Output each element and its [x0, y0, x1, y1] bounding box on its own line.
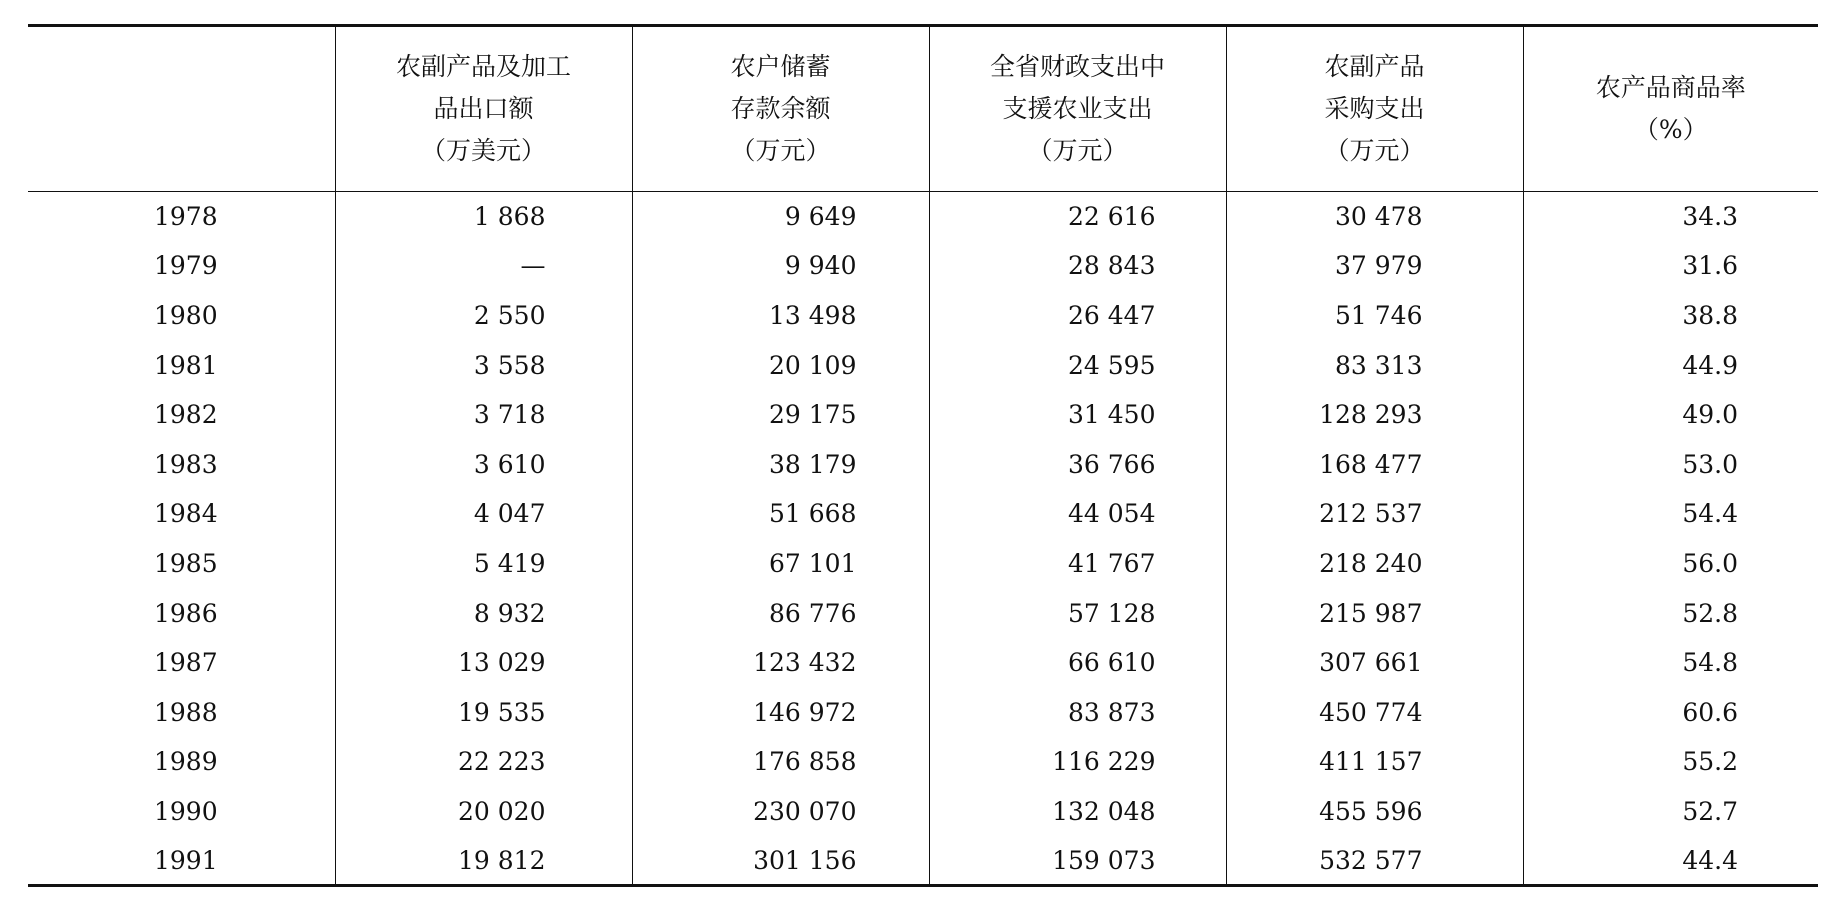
table-row [28, 588, 1818, 638]
value-cell: 31 450 [929, 390, 1226, 440]
year-cell: 1978 [154, 202, 218, 232]
value-cell: 83 313 [1226, 340, 1523, 390]
value-cell: 38.8 [1523, 291, 1818, 341]
table-row [28, 340, 1818, 390]
value-cell: 49.0 [1523, 390, 1818, 440]
value-cell: 9 940 [632, 241, 929, 291]
header-row [28, 26, 1818, 192]
column-header-line: 品出口额 [433, 94, 534, 123]
value-cell: 215 987 [1226, 588, 1523, 638]
value-cell: 54.8 [1523, 638, 1818, 688]
table-body [28, 192, 1818, 886]
value-cell: 5 419 [335, 539, 632, 589]
value-cell: 60.6 [1523, 687, 1818, 737]
column-header-line: 存款余额 [730, 94, 831, 123]
year-cell: 1991 [28, 836, 335, 886]
value-cell: 30 478 [1226, 192, 1523, 242]
table-row [28, 687, 1818, 737]
table-header [28, 26, 1818, 192]
value-cell: 230 070 [632, 787, 929, 837]
value-cell: 20 020 [335, 787, 632, 837]
table-row [28, 638, 1818, 688]
year-cell: 1980 [154, 300, 218, 330]
value-cell: 19 535 [335, 687, 632, 737]
table-row [28, 836, 1818, 886]
value-cell: 9 649 [632, 192, 929, 242]
value-cell: 44 054 [929, 489, 1226, 539]
value-cell: 176 858 [632, 737, 929, 787]
column-header-line: 农副产品及加工 [395, 52, 571, 81]
value-cell: 301 156 [632, 836, 929, 886]
value-cell: 307 661 [1226, 638, 1523, 688]
column-header-line: （%） [1633, 115, 1708, 144]
value-cell: 36 766 [929, 439, 1226, 489]
year-cell: 1983 [154, 449, 218, 479]
year-cell: 1990 [154, 796, 218, 826]
column-header-5 [1523, 26, 1818, 192]
value-cell: 26 447 [929, 291, 1226, 341]
table-row [28, 192, 1818, 242]
value-cell: 13 498 [632, 291, 929, 341]
table-row [28, 439, 1818, 489]
value-cell: 13 029 [335, 638, 632, 688]
value-cell: 455 596 [1226, 787, 1523, 837]
column-header-line: （万元） [1324, 136, 1425, 165]
value-cell: 24 595 [929, 340, 1226, 390]
value-cell: 116 229 [929, 737, 1226, 787]
column-header-line: 采购支出 [1324, 94, 1425, 123]
year-cell: 1984 [154, 499, 218, 529]
value-cell: 450 774 [1226, 687, 1523, 737]
value-cell: 22 223 [335, 737, 632, 787]
column-header-line: 农户储蓄 [730, 52, 831, 81]
value-cell: 4 047 [335, 489, 632, 539]
value-cell: 532 577 [1226, 836, 1523, 886]
value-cell: 146 972 [632, 687, 929, 737]
year-cell: 1987 [154, 648, 218, 678]
year-cell: 1985 [154, 548, 218, 578]
table-row [28, 291, 1818, 341]
column-header-3 [929, 26, 1226, 192]
value-cell: 1 868 [335, 192, 632, 242]
table-row [28, 737, 1818, 787]
year-cell: 1981 [154, 350, 218, 380]
column-header-line: （万元） [730, 136, 831, 165]
column-header-0 [28, 26, 335, 192]
value-cell: 53.0 [1523, 439, 1818, 489]
column-header-2 [632, 26, 929, 192]
column-header-1 [335, 26, 632, 192]
column-header-4 [1226, 26, 1523, 192]
value-cell: 34.3 [1523, 192, 1818, 242]
value-cell: 8 932 [335, 588, 632, 638]
column-header-line: 支援农业支出 [1002, 94, 1153, 123]
year-cell: 1979 [154, 251, 218, 281]
table-row [28, 787, 1818, 837]
column-header-line: （万美元） [420, 136, 546, 165]
value-cell: — [335, 241, 632, 291]
statistics-table [28, 24, 1818, 887]
column-header-line: 农副产品 [1324, 52, 1425, 81]
value-cell: 51 668 [632, 489, 929, 539]
value-cell: 2 550 [335, 291, 632, 341]
value-cell: 159 073 [929, 836, 1226, 886]
value-cell: 123 432 [632, 638, 929, 688]
value-cell: 52.7 [1523, 787, 1818, 837]
value-cell: 29 175 [632, 390, 929, 440]
year-cell: 1988 [154, 697, 218, 727]
value-cell: 168 477 [1226, 439, 1523, 489]
value-cell: 38 179 [632, 439, 929, 489]
value-cell: 51 746 [1226, 291, 1523, 341]
value-cell: 3 558 [335, 340, 632, 390]
value-cell: 212 537 [1226, 489, 1523, 539]
value-cell: 411 157 [1226, 737, 1523, 787]
value-cell: 67 101 [632, 539, 929, 589]
value-cell: 218 240 [1226, 539, 1523, 589]
value-cell: 56.0 [1523, 539, 1818, 589]
value-cell: 19 812 [335, 836, 632, 886]
table-row [28, 539, 1818, 589]
value-cell: 37 979 [1226, 241, 1523, 291]
value-cell: 3 718 [335, 390, 632, 440]
value-cell: 20 109 [632, 340, 929, 390]
value-cell: 55.2 [1523, 737, 1818, 787]
value-cell: 83 873 [929, 687, 1226, 737]
column-header-line: 农产品商品率 [1595, 73, 1746, 102]
column-header-line: （万元） [1027, 136, 1128, 165]
value-cell: 86 776 [632, 588, 929, 638]
value-cell: 57 128 [929, 588, 1226, 638]
table-row [28, 241, 1818, 291]
value-cell: 44.9 [1523, 340, 1818, 390]
value-cell: 44.4 [1523, 836, 1818, 886]
table-row [28, 489, 1818, 539]
year-cell: 1982 [154, 400, 218, 430]
value-cell: 28 843 [929, 241, 1226, 291]
value-cell: 41 767 [929, 539, 1226, 589]
column-header-line: 全省财政支出中 [989, 52, 1165, 81]
value-cell: 54.4 [1523, 489, 1818, 539]
table-row [28, 390, 1818, 440]
year-cell: 1986 [154, 598, 218, 628]
year-cell: 1989 [154, 747, 218, 777]
value-cell: 22 616 [929, 192, 1226, 242]
value-cell: 3 610 [335, 439, 632, 489]
value-cell: 132 048 [929, 787, 1226, 837]
value-cell: 66 610 [929, 638, 1226, 688]
value-cell: 128 293 [1226, 390, 1523, 440]
value-cell: 52.8 [1523, 588, 1818, 638]
value-cell: 31.6 [1523, 241, 1818, 291]
